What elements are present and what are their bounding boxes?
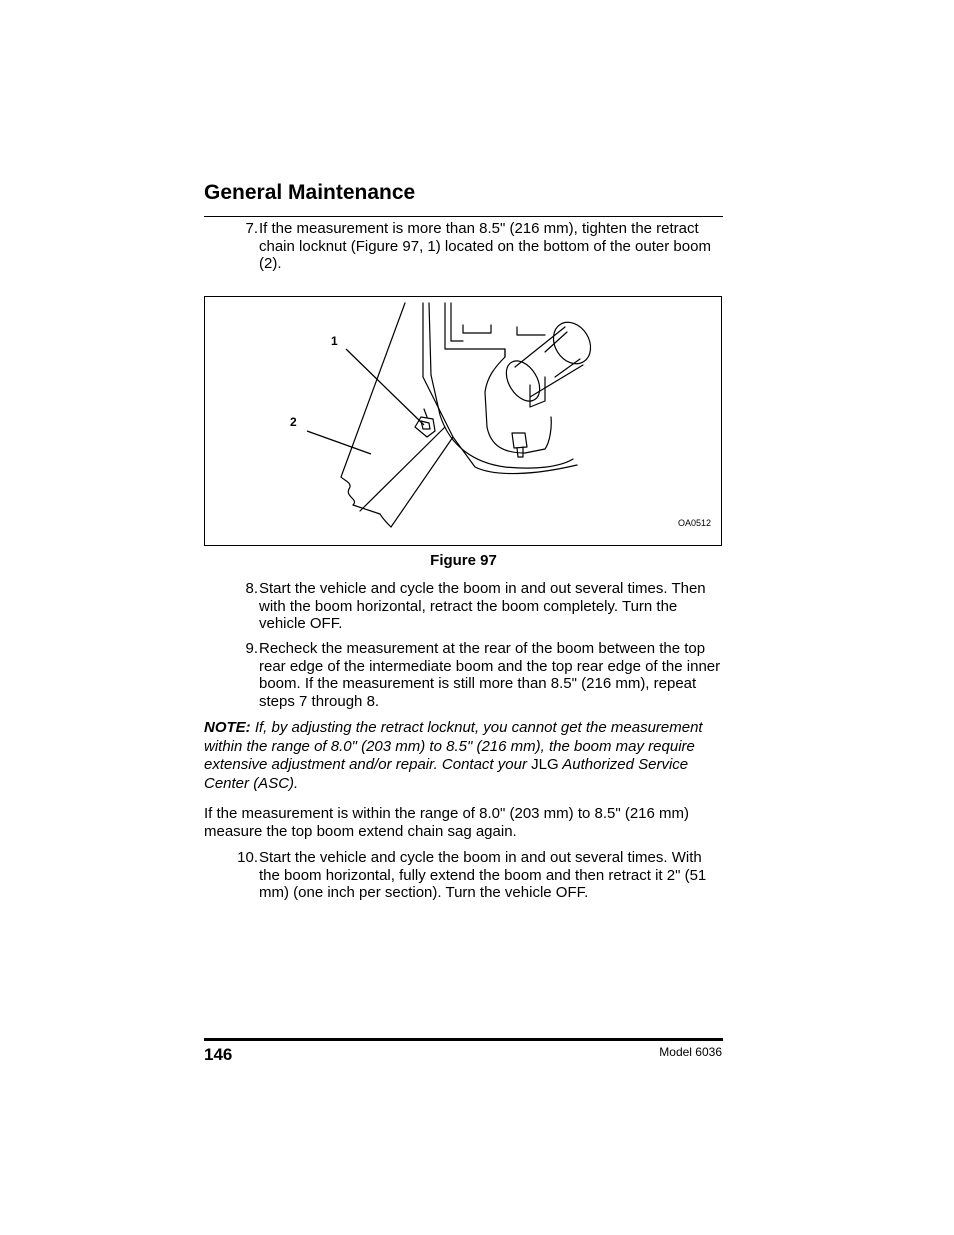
figure-97-illustration: [204, 296, 722, 546]
footer-rule: [204, 1038, 723, 1041]
note-text: If, by adjusting the retract locknut, you cannot get the measurement within the range of 8.0" (203 mm) to 8.5" (216 mm), the boom may require extensive adjustment and/or repair. Contact your: [204, 719, 703, 773]
step-text: Recheck the measurement at the rear of the boom between the top rear edge of the intermediate boom and the top rear edge of the inner boom. If the measurement is still more than 8.5" (216 mm), repeat steps 7 through 8.: [259, 640, 721, 710]
callout-1: 1: [331, 334, 338, 348]
model-label: Model 6036: [659, 1045, 722, 1059]
section-title: General Maintenance: [204, 181, 416, 204]
step-text: Start the vehicle and cycle the boom in and out several times. Then with the boom horizontal, retract the boom completely. Turn the vehicle OFF.: [259, 580, 706, 632]
step-number: 10.: [237, 849, 258, 866]
step-9: [234, 640, 722, 710]
step-8: [234, 580, 722, 633]
figure-caption: Figure 97: [430, 552, 497, 569]
step-text: Start the vehicle and cycle the boom in and out several times. With the boom horizontal, fully extend the boom and then retract it 2" (51 mm) (one inch per section). Turn the vehicle OFF.: [259, 849, 707, 901]
title-rule: [204, 216, 723, 217]
page-number: 146: [204, 1045, 233, 1064]
note-text-end: Authorized Service Center (ASC).: [204, 756, 689, 792]
figure-code: OA0512: [677, 518, 711, 528]
body-paragraph: If the measurement is within the range of 8.0" (203 mm) to 8.5" (216 mm) measure the top boom extend chain sag again.: [204, 805, 690, 840]
step-10: [234, 849, 722, 902]
step-7: [234, 220, 722, 273]
step-text: If the measurement is more than 8.5" (216 mm), tighten the retract chain locknut (Figure 97, 1) located on the bottom of the outer boom (2).: [259, 220, 711, 272]
callout-2: 2: [290, 415, 297, 429]
step-number: 9.: [245, 640, 258, 657]
note-brand: JLG: [531, 756, 559, 773]
note: [204, 719, 724, 793]
note-label: NOTE:: [204, 719, 251, 736]
step-number: 8.: [245, 580, 258, 597]
step-number: 7.: [245, 220, 258, 237]
boom-locknut-drawing: [205, 297, 721, 545]
